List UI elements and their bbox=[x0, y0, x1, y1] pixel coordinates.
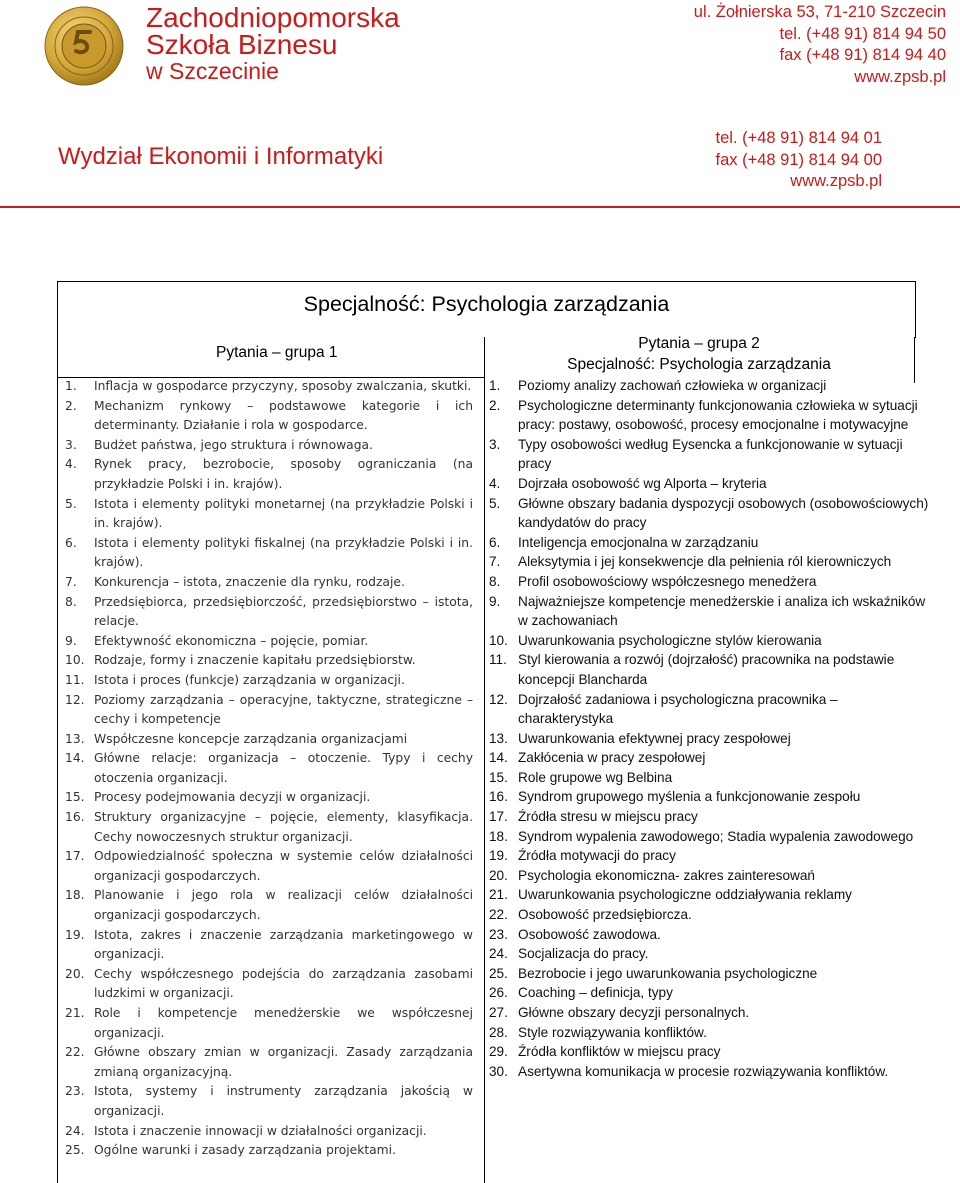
question-text: Przedsiębiorca, przedsiębiorczość, przedsiębiorstwo – istota, relacje. bbox=[94, 594, 473, 629]
question-number: 18. bbox=[489, 828, 508, 844]
question-text: Budżet państwa, jego struktura i równowaga. bbox=[94, 437, 373, 452]
question-number: 21. bbox=[489, 887, 508, 903]
group2-question-item bbox=[489, 494, 929, 533]
question-number: 13. bbox=[65, 731, 85, 746]
question-number: 6. bbox=[65, 535, 77, 550]
question-text: Źródła motywacji do pracy bbox=[518, 848, 676, 864]
question-number: 25. bbox=[489, 965, 508, 981]
group2-question-item bbox=[489, 435, 929, 474]
question-number: 7. bbox=[489, 554, 501, 570]
question-number: 24. bbox=[65, 1123, 85, 1138]
question-number: 14. bbox=[65, 751, 85, 766]
question-text: Dojrzałość zadaniowa i psychologiczna pracownika – charakterystyka bbox=[518, 691, 838, 727]
question-number: 22. bbox=[489, 907, 508, 923]
question-number: 19. bbox=[489, 848, 508, 864]
group1-question-item bbox=[65, 495, 473, 534]
group2-question-item bbox=[489, 866, 929, 886]
header-divider bbox=[0, 206, 960, 208]
group2-question-item bbox=[489, 827, 929, 847]
question-text: Planowanie i jego rola w realizacji celów działalności organizacji gospodarczych. bbox=[94, 888, 473, 923]
faculty-fax: fax (+48 91) 814 94 00 bbox=[715, 150, 882, 169]
question-text: Uwarunkowania psychologiczne oddziaływania reklamy bbox=[518, 887, 852, 903]
group2-question-item bbox=[489, 748, 929, 768]
question-text: Źródła konfliktów w miejscu pracy bbox=[518, 1044, 721, 1060]
question-number: 11. bbox=[489, 652, 507, 668]
question-number: 5. bbox=[489, 495, 501, 511]
group2-question-item bbox=[489, 768, 929, 788]
question-text: Uwarunkowania efektywnej pracy zespołowej bbox=[518, 730, 791, 746]
group1-question-item bbox=[65, 788, 473, 808]
group2-question-list bbox=[489, 376, 929, 1081]
question-text: Istota i elementy polityki monetarnej (na przykładzie Polski i in. krajów). bbox=[94, 496, 473, 531]
question-text: Ogólne warunki i zasady zarządzania projektami. bbox=[94, 1143, 396, 1158]
question-text: Rynek pracy, bezrobocie, sposoby ograniczania (na przykładzie Polski i in. krajów). bbox=[94, 457, 473, 491]
question-number: 11. bbox=[65, 672, 85, 687]
question-text: Uwarunkowania psychologiczne stylów kierowania bbox=[518, 632, 822, 648]
question-number: 30. bbox=[489, 1063, 508, 1079]
question-number: 14. bbox=[489, 750, 508, 766]
faculty-website-link[interactable]: www.zpsb.pl bbox=[790, 172, 882, 190]
group2-heading: Pytania – grupa 2 bbox=[638, 335, 760, 352]
school-name-line-2: Szkoła Biznesu bbox=[146, 29, 338, 60]
question-text: Główne obszary zmian w organizacji. Zasady zarządzania zmianą organizacyjną. bbox=[94, 1045, 473, 1079]
group2-question-item bbox=[489, 1042, 929, 1062]
question-number: 8. bbox=[489, 573, 501, 589]
group1-question-item bbox=[65, 808, 473, 847]
question-number: 13. bbox=[489, 730, 508, 746]
address-fax: fax (+48 91) 814 94 40 bbox=[779, 46, 946, 64]
group2-question-item bbox=[489, 592, 929, 631]
group1-question-item bbox=[65, 1004, 473, 1043]
question-text: Psychologia ekonomiczna- zakres zainteresowań bbox=[518, 867, 815, 883]
table-left-border bbox=[57, 337, 58, 1183]
group2-question-item bbox=[489, 1062, 929, 1082]
question-number: 17. bbox=[489, 809, 508, 825]
question-text: Struktury organizacyjne – pojęcie, elementy, klasyfikacja. Cechy nowoczesnych struktur organizacji. bbox=[94, 810, 473, 844]
question-text: Odpowiedzialność społeczna w systemie celów działalności organizacji gospodarczych. bbox=[94, 849, 473, 883]
group1-heading: Pytania – grupa 1 bbox=[216, 344, 338, 361]
group2-question-item bbox=[489, 552, 929, 572]
group2-question-item bbox=[489, 807, 929, 827]
question-text: Istota, systemy i instrumenty zarządzania jakością w organizacji. bbox=[94, 1084, 473, 1118]
group1-question-item bbox=[65, 593, 473, 632]
question-text: Efektywność ekonomiczna – pojęcie, pomiar. bbox=[94, 633, 369, 648]
question-number: 29. bbox=[489, 1044, 508, 1060]
question-text: Rodzaje, formy i znaczenie kapitału przedsiębiorstw. bbox=[94, 653, 416, 668]
group2-question-item bbox=[489, 729, 929, 749]
question-text: Źródła stresu w miejscu pracy bbox=[518, 809, 698, 825]
question-text: Cechy współczesnego podejścia do zarządzania zasobami ludzkimi w organizacji. bbox=[94, 966, 473, 1001]
group2-question-item bbox=[489, 396, 929, 435]
question-text: Socjalizacja do pracy. bbox=[518, 946, 649, 962]
group2-question-item bbox=[489, 1023, 929, 1043]
question-number: 18. bbox=[65, 888, 85, 903]
group2-question-item bbox=[489, 787, 929, 807]
question-text: Główne obszary decyzji personalnych. bbox=[518, 1005, 750, 1020]
question-number: 15. bbox=[489, 769, 508, 785]
question-text: Poziomy analizy zachowań człowieka w organizacji bbox=[518, 378, 827, 393]
question-text: Istota i elementy polityki fiskalnej (na przykładzie Polski i in. krajów). bbox=[94, 535, 473, 570]
group1-question-item bbox=[65, 455, 473, 494]
group1-question-item bbox=[65, 377, 473, 397]
group2-question-item bbox=[489, 533, 929, 553]
group1-question-item bbox=[65, 1043, 473, 1082]
group2-question-item bbox=[489, 572, 929, 592]
group2-question-item bbox=[489, 983, 929, 1003]
question-text: Asertywna komunikacja w procesie rozwiązywania konfliktów. bbox=[518, 1063, 889, 1079]
question-number: 27. bbox=[489, 1005, 508, 1020]
question-text: Role i kompetencje menedżerskie we współczesnej organizacji. bbox=[94, 1006, 473, 1040]
question-number: 7. bbox=[65, 574, 77, 589]
group1-question-item bbox=[65, 965, 473, 1004]
question-number: 10. bbox=[489, 632, 508, 648]
school-address bbox=[694, 2, 946, 88]
group2-question-item bbox=[489, 376, 929, 396]
question-text: Bezrobocie i jego uwarunkowania psychologiczne bbox=[518, 965, 818, 981]
group2-question-item bbox=[489, 474, 929, 494]
school-name-line-1: Zachodniopomorska bbox=[146, 2, 400, 33]
group1-question-item bbox=[65, 730, 473, 750]
question-text: Poziomy zarządzania – operacyjne, taktyczne, strategiczne – cechy i kompetencje bbox=[94, 692, 473, 727]
question-text: Mechanizm rynkowy – podstawowe kategorie i ich determinanty. Działanie i rola w gospodarce. bbox=[94, 398, 473, 433]
question-number: 9. bbox=[489, 593, 501, 609]
question-text: Osobowość przedsiębiorcza. bbox=[518, 907, 692, 923]
question-text: Role grupowe wg Belbina bbox=[518, 769, 673, 785]
specialty-title-box bbox=[57, 281, 916, 338]
question-number: 2. bbox=[65, 398, 77, 413]
group2-question-item bbox=[489, 885, 929, 905]
group1-question-item bbox=[65, 926, 473, 965]
question-number: 23. bbox=[65, 1084, 85, 1099]
question-number: 1. bbox=[65, 379, 77, 393]
question-number: 17. bbox=[65, 849, 85, 864]
column-divider bbox=[484, 337, 485, 1183]
question-number: 2. bbox=[489, 397, 501, 413]
question-text: Istota i proces (funkcje) zarządzania w organizacji. bbox=[94, 672, 405, 687]
question-number: 20. bbox=[65, 966, 85, 981]
question-number: 8. bbox=[65, 594, 77, 609]
group2-subheading: Specjalność: Psychologia zarządzania bbox=[567, 356, 831, 373]
question-number: 16. bbox=[489, 789, 508, 805]
question-text: Współczesne koncepcje zarządzania organizacjami bbox=[94, 731, 408, 746]
question-number: 19. bbox=[65, 927, 85, 942]
group1-question-item bbox=[65, 397, 473, 436]
question-text: Typy osobowości według Eysencka a funkcjonowanie w sytuacji pracy bbox=[518, 436, 903, 472]
question-number: 3. bbox=[489, 436, 501, 452]
question-text: Dojrzała osobowość wg Alporta – kryteria bbox=[518, 475, 767, 491]
address-website-link[interactable]: www.zpsb.pl bbox=[854, 67, 946, 86]
question-number: 4. bbox=[489, 475, 501, 491]
question-number: 12. bbox=[489, 691, 508, 707]
school-name-line-3: w Szczecinie bbox=[146, 58, 279, 84]
group1-question-item bbox=[65, 573, 473, 593]
group2-question-item bbox=[489, 925, 929, 945]
group2-question-item bbox=[489, 905, 929, 925]
group2-question-item bbox=[489, 631, 929, 651]
group1-question-item bbox=[65, 749, 473, 788]
question-text: Główne obszary badania dyspozycji osobowych (osobowościowych) kandydatów do pracy bbox=[518, 495, 929, 531]
group2-question-item bbox=[489, 650, 929, 689]
question-text: Inteligencja emocjonalna w zarządzaniu bbox=[518, 534, 759, 550]
faculty-name: Wydział Ekonomii i Informatyki bbox=[58, 143, 384, 170]
question-number: 12. bbox=[65, 692, 85, 707]
letterhead bbox=[0, 0, 960, 210]
group1-question-item bbox=[65, 671, 473, 691]
question-text: Zakłócenia w pracy zespołowej bbox=[518, 750, 706, 766]
question-text: Psychologiczne determinanty funkcjonowania człowieka w sytuacji pracy: postawy, osobowość, procesy emocjonalne i motywacyjne bbox=[518, 397, 918, 433]
group1-question-item bbox=[65, 1122, 473, 1142]
question-text: Główne relacje: organizacja – otoczenie. Typy i cechy otoczenia organizacji. bbox=[94, 751, 473, 785]
group2-question-item bbox=[489, 846, 929, 866]
group2-heading-block bbox=[486, 333, 912, 375]
question-number: 3. bbox=[65, 437, 77, 452]
group2-question-item bbox=[489, 1003, 929, 1023]
question-text: Syndrom wypalenia zawodowego; Stadia wypalenia zawodowego bbox=[518, 828, 914, 844]
group2-question-item bbox=[489, 964, 929, 984]
question-number: 20. bbox=[489, 867, 508, 883]
question-text: Profil osobowościowy współczesnego menedżera bbox=[518, 573, 817, 589]
question-number: 9. bbox=[65, 633, 77, 648]
question-text: Coaching – definicja, typy bbox=[518, 985, 673, 1001]
question-number: 16. bbox=[65, 810, 85, 825]
group2-question-item bbox=[489, 944, 929, 964]
question-number: 25. bbox=[65, 1143, 85, 1158]
question-text: Inflacja w gospodarce przyczyny, sposoby zwalczania, skutki. bbox=[94, 379, 472, 393]
question-number: 28. bbox=[489, 1024, 508, 1040]
school-name bbox=[146, 4, 400, 85]
question-number: 10. bbox=[65, 653, 85, 668]
group1-question-item bbox=[65, 1141, 473, 1161]
faculty-phone: tel. (+48 91) 814 94 01 bbox=[715, 129, 882, 147]
group1-question-item bbox=[65, 436, 473, 456]
question-text: Istota i znaczenie innowacji w działalności organizacji. bbox=[94, 1123, 427, 1138]
question-text: Osobowość zawodowa. bbox=[518, 926, 661, 942]
question-number: 5. bbox=[65, 496, 77, 511]
group1-question-item bbox=[65, 651, 473, 671]
question-number: 21. bbox=[65, 1006, 85, 1020]
question-number: 22. bbox=[65, 1045, 85, 1060]
group1-question-list bbox=[65, 377, 473, 1161]
faculty-contact bbox=[716, 128, 883, 193]
question-text: Konkurencja – istota, znaczenie dla rynku, rodzaje. bbox=[94, 574, 405, 589]
address-phone: tel. (+48 91) 814 94 50 bbox=[779, 24, 946, 43]
group1-question-item bbox=[65, 847, 473, 886]
group1-question-item bbox=[65, 886, 473, 925]
group1-question-item bbox=[65, 1082, 473, 1121]
specialty-title: Specjalność: Psychologia zarządzania bbox=[303, 292, 670, 316]
address-street: ul. Żołnierska 53, 71-210 Szczecin bbox=[693, 3, 946, 21]
question-number: 24. bbox=[489, 946, 508, 962]
question-number: 26. bbox=[489, 985, 508, 1001]
question-number: 6. bbox=[489, 534, 501, 550]
question-number: 23. bbox=[489, 926, 508, 942]
question-number: 4. bbox=[65, 457, 77, 472]
group2-question-item bbox=[489, 690, 929, 729]
school-seal-logo bbox=[44, 6, 124, 86]
question-text: Syndrom grupowego myślenia a funkcjonowanie zespołu bbox=[518, 789, 861, 805]
question-text: Najważniejsze kompetencje menedżerskie i analiza ich wskaźników w zachowaniach bbox=[518, 593, 926, 629]
question-text: Aleksytymia i jej konsekwencje dla pełnienia ról kierowniczych bbox=[518, 554, 892, 570]
question-text: Style rozwiązywania konfliktów. bbox=[518, 1024, 707, 1040]
group1-question-item bbox=[65, 534, 473, 573]
question-number: 1. bbox=[489, 378, 501, 393]
group1-question-item bbox=[65, 691, 473, 730]
question-text: Istota, zakres i znaczenie zarządzania marketingowego w organizacji. bbox=[94, 927, 473, 962]
question-number: 15. bbox=[65, 790, 85, 805]
question-text: Procesy podejmowania decyzji w organizacji. bbox=[94, 790, 371, 805]
group1-question-item bbox=[65, 632, 473, 652]
question-text: Styl kierowania a rozwój (dojrzałość) pracownika na podstawie koncepcji Blancharda bbox=[518, 652, 895, 687]
